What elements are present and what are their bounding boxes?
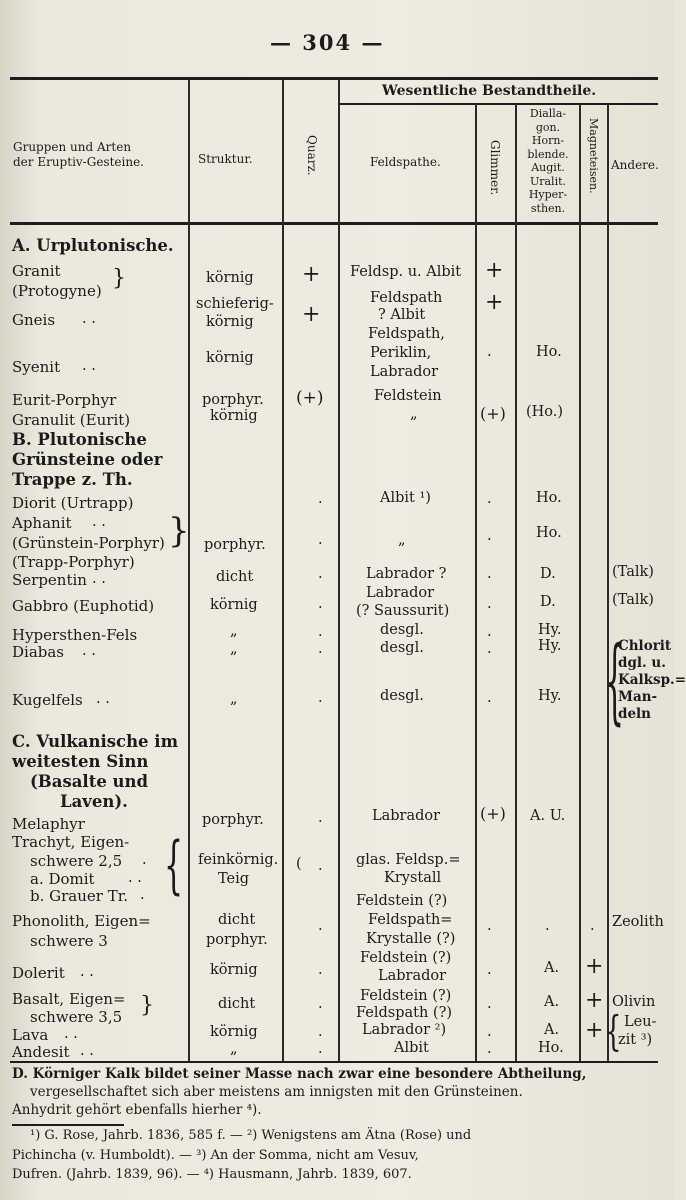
row-aphanit-name1: Aphanit (12, 514, 72, 532)
row-trachyt-struktur1: feinkörnig. (198, 852, 279, 868)
row-basalt-dia: A. (544, 994, 560, 1010)
row-basalt-struktur: dicht (218, 996, 256, 1012)
row-melaphyr-name: Melaphyr (12, 815, 85, 833)
row-serpentin-feld: Labrador ? (366, 566, 447, 582)
row-aphanit-name3: (Trapp-Porphyr) (12, 553, 135, 571)
row-basalt-feld1: Feldstein (?) (360, 988, 452, 1004)
row-lava-mag: + (585, 1018, 604, 1043)
row-melaphyr-dia: A. U. (530, 808, 566, 824)
row-gneis-struktur2: körnig (206, 314, 254, 330)
row-diorit-name: Diorit (Urtrapp) (12, 494, 134, 512)
row-dolerit-dot: . (318, 962, 323, 978)
row-hypersthen-struktur: „ (230, 623, 238, 639)
row-basalt-name2: schwere 3,5 (30, 1008, 123, 1026)
row-gneis-feld2: ? Albit (378, 307, 426, 323)
row-lava-feld: Labrador ²) (362, 1022, 447, 1038)
row-syenit-dots: . . (82, 358, 96, 374)
paragraph-d-line1: D. Körniger Kalk bildet seiner Masse nach zwar eine besondere Abtheilung, (12, 1066, 587, 1082)
row-dolerit-struktur: körnig (210, 962, 258, 978)
row-syenit-feld2: Periklin, (370, 345, 432, 361)
row-kugelfels-dot-g: . (487, 690, 492, 706)
header-magneteisen: Magneteisen. (587, 118, 600, 194)
row-aphanit-dia: Ho. (536, 525, 562, 541)
header-wesentliche: Wesentliche Bestandtheile. (382, 83, 597, 99)
row-basalt-name1: Basalt, Eigen= (12, 990, 126, 1008)
row-diabas-dot-g: . (487, 641, 492, 657)
header-glimmer: Glimmer. (488, 140, 502, 196)
row-hypersthen-dot-g: . (487, 624, 492, 640)
row-hypersthen-dia: Hy. (538, 622, 562, 638)
row-serpentin-struktur: dicht (216, 569, 254, 585)
row-granit-glimmer: + (485, 258, 504, 283)
row-serpentin-dia: D. (540, 566, 556, 582)
row-syenit-name: Syenit (12, 358, 61, 376)
row-dolerit-feld1: Feldstein (?) (360, 950, 452, 966)
col-rule-4 (475, 104, 477, 1061)
row-trachyt-name3: a. Domit (30, 870, 95, 888)
row-trachyt-struktur2: Teig (218, 871, 250, 887)
row-hypersthen-name: Hypersthen-Fels (12, 626, 138, 644)
row-dolerit-name: Dolerit (12, 964, 65, 982)
row-trachyt-feld2: Krystall (384, 870, 442, 886)
row-granulit-glimmer: (+) (480, 404, 506, 423)
row-granulit-feld: „ (410, 406, 418, 422)
row-trachyt-dot4: . (140, 887, 145, 903)
row-granulit-dia: (Ho.) (526, 404, 564, 420)
row-andesit-dia: Ho. (538, 1040, 564, 1056)
row-phonolith-struktur2: porphyr. (206, 932, 268, 948)
row-eurit-quarz: (+) (296, 388, 324, 408)
row-hypersthen-dot: . (318, 624, 323, 640)
brace-trachyt: { (164, 829, 184, 904)
row-diabas-struktur: „ (230, 641, 238, 657)
row-serpentin-dot-g: . (487, 566, 492, 582)
row-andesit-feld: Albit (394, 1040, 429, 1056)
col-rule-7 (607, 104, 609, 1061)
header-bottom-rule (10, 222, 658, 225)
col-rule-1 (188, 80, 190, 1061)
header-dialla: Dialla- gon. Horn- blende. Augit. Uralit. Hyper- sthen. (527, 107, 569, 215)
row-granit-name: Granit (12, 262, 61, 280)
row-gabbro-feld1: Labrador (366, 585, 435, 601)
row-granulit-struktur: körnig (210, 408, 258, 424)
row-lava-struktur: körnig (210, 1024, 258, 1040)
row-gabbro-andere: (Talk) (612, 592, 654, 608)
row-lava-andere2: zit ³) (618, 1032, 653, 1048)
row-gneis-glimmer: + (485, 290, 504, 315)
row-dolerit-feld2: Labrador (378, 968, 447, 984)
row-lava-dot: . (318, 1024, 323, 1040)
row-diorit-dot-g: . (487, 491, 492, 507)
row-eurit-name: Eurit-Porphyr (12, 391, 117, 409)
row-aphanit-dot-g: . (487, 528, 492, 544)
row-diabas-dots: . . (82, 643, 96, 659)
row-dolerit-dot-g: . (487, 962, 492, 978)
row-diabas-feld: desgl. (380, 640, 424, 656)
header-quarz: Quarz. (305, 135, 319, 176)
row-phonolith-dot-g: . (487, 918, 492, 934)
row-basalt-andere: Olivin (612, 994, 656, 1010)
row-andesit-name: Andesit (12, 1043, 70, 1061)
row-diorit-dia: Ho. (536, 490, 562, 506)
row-kugelfels-dots: . . (96, 691, 110, 707)
row-andesit-dots: . . (80, 1043, 94, 1059)
row-gneis-quarz: + (302, 302, 321, 327)
row-syenit-feld3: Labrador (370, 364, 439, 380)
row-aphanit-dots: . . (92, 514, 106, 530)
row-syenit-feld1: Feldspath, (368, 326, 445, 342)
row-granit-struktur: körnig (206, 270, 254, 286)
paragraph-d-line2: vergesellschaftet sich aber meistens am innigsten mit den Grünsteinen. (30, 1084, 523, 1100)
row-phonolith-dot-m: . (590, 918, 595, 934)
row-lava-andere1: Leu- (624, 1014, 657, 1030)
wesentliche-underline (340, 103, 658, 105)
row-eurit-feld: Feldstein (374, 388, 442, 404)
row-syenit-struktur: körnig (206, 350, 254, 366)
row-basalt-mag: + (585, 988, 604, 1013)
row-gneis-struktur1: schieferig- (196, 296, 274, 312)
row-gabbro-name: Gabbro (Euphotid) (12, 597, 155, 615)
row-andesit-dot-g: . (487, 1041, 492, 1057)
footnote-rule (12, 1124, 124, 1126)
row-gneis-dots: . . (82, 311, 96, 327)
row-diabas-dia: Hy. (538, 638, 562, 654)
row-eurit-struktur: porphyr. (202, 392, 264, 408)
row-gabbro-dot: . (318, 596, 323, 612)
footnote-line2: Pichincha (v. Humboldt). — ³) An der Somma, nicht am Vesuv, (12, 1148, 419, 1163)
row-melaphyr-dot: . (318, 810, 323, 826)
row-phonolith-feld2: Feldspath= (368, 912, 453, 928)
row-aphanit-name2: (Grünstein-Porphyr) (12, 534, 165, 552)
section-a: A. Urplutonische. (12, 236, 174, 255)
row-andesit-dot: . (318, 1041, 323, 1057)
row-lava-dia: A. (544, 1022, 560, 1038)
col-rule-2 (282, 80, 284, 1061)
row-phonolith-feld3: Krystalle (?) (366, 931, 456, 947)
row-dolerit-dots: . . (80, 964, 94, 980)
row-aphanit-dot: . (318, 532, 323, 548)
header-andere: Andere. (611, 158, 659, 172)
page-number: — 304 — (270, 30, 385, 55)
section-c: C. Vulkanische im weitesten Sinn (Basalte und Laven). (12, 732, 179, 811)
row-serpentin-dot: . (318, 566, 323, 582)
row-phonolith-dot: . (318, 918, 323, 934)
row-granulit-name: Granulit (Eurit) (12, 411, 131, 429)
row-trachyt-paren: ( (296, 856, 302, 872)
row-kugelfels-name: Kugelfels (12, 691, 83, 709)
row-melaphyr-glimmer: (+) (480, 804, 506, 823)
row-gneis-feld1: Feldspath (370, 290, 443, 306)
row-diorit-feld: Albit ¹) (380, 490, 431, 506)
row-basalt-dot: . (318, 996, 323, 1012)
row-phonolith-andere: Zeolith (612, 914, 664, 930)
row-serpentin-name: Serpentin (12, 571, 87, 589)
row-phonolith-name2: schwere 3 (30, 932, 108, 950)
brace-basalt: } (140, 993, 154, 1018)
row-kugelfels-dot: . (318, 690, 323, 706)
row-basalt-feld2: Feldspath (?) (356, 1005, 452, 1021)
row-andere-chlorit: Chlorit dgl. u. Kalksp.= Man- deln (618, 638, 686, 722)
row-granit-quarz: + (302, 262, 321, 287)
row-syenit-dia: Ho. (536, 344, 562, 360)
row-serpentin-andere: (Talk) (612, 564, 654, 580)
row-phonolith-name1: Phonolith, Eigen= (12, 912, 151, 930)
row-trachyt-name2: schwere 2,5 (30, 852, 123, 870)
row-gneis-name: Gneis (12, 311, 56, 329)
row-trachyt-feld1: glas. Feldsp.= (356, 852, 461, 868)
col-rule-3 (338, 80, 340, 1061)
row-dolerit-dia: A. (544, 960, 560, 976)
row-gabbro-struktur: körnig (210, 597, 258, 613)
brace-chlorit: { (605, 628, 625, 738)
header-feldspathe: Feldspathe. (370, 155, 441, 169)
section-b: B. Plutonische Grünsteine oder Trappe z. Th. (12, 430, 163, 489)
brace-aphanit: } (168, 511, 190, 551)
footnote-line1: ¹) G. Rose, Jahrb. 1836, 585 f. — ²) Wenigstens am Ätna (Rose) und (30, 1128, 472, 1143)
row-diorit-dot: . (318, 491, 323, 507)
col-rule-6 (579, 104, 581, 1061)
row-kugelfels-struktur: „ (230, 691, 238, 707)
row-kugelfels-dia: Hy. (538, 688, 562, 704)
row-melaphyr-feld: Labrador (372, 808, 441, 824)
header-struktur: Struktur. (198, 152, 253, 166)
row-andesit-struktur: „ (230, 1041, 238, 1057)
row-trachyt-name4: b. Grauer Tr. (30, 887, 129, 905)
paragraph-anhydrit: Anhydrit gehört ebenfalls hierher ⁴). (12, 1102, 262, 1118)
header-groups: Gruppen und Arten der Eruptiv-Gesteine. (13, 140, 144, 169)
table-bottom-rule (10, 1061, 658, 1063)
row-trachyt-dots3: . . (128, 870, 142, 886)
row-trachyt-name1: Trachyt, Eigen- (12, 833, 130, 851)
row-trachyt-dot2: . (142, 852, 147, 868)
col-rule-5 (515, 104, 517, 1061)
row-phonolith-struktur1: dicht (218, 912, 256, 928)
row-granit-sub: (Protogyne) (12, 282, 102, 300)
row-lava-name: Lava (12, 1026, 49, 1044)
row-gabbro-dot-g: . (487, 596, 492, 612)
row-aphanit-feld: „ (398, 532, 406, 548)
row-syenit-dots-g: . (487, 344, 492, 360)
footnote-line3: Dufren. (Jahrb. 1839, 96). — ⁴) Hausmann, Jahrb. 1839, 607. (12, 1167, 412, 1182)
brace-granit: } (112, 266, 126, 291)
row-trachyt-dot: . (318, 858, 323, 874)
row-lava-dots: . . (64, 1026, 78, 1042)
row-diabas-name: Diabas (12, 643, 65, 661)
row-hypersthen-feld: desgl. (380, 622, 424, 638)
row-lava-dot-g: . (487, 1024, 492, 1040)
row-aphanit-struktur: porphyr. (204, 537, 266, 553)
row-granit-feld: Feldsp. u. Albit (350, 264, 462, 280)
row-gabbro-feld2: (? Saussurit) (356, 603, 450, 619)
row-melaphyr-struktur: porphyr. (202, 812, 264, 828)
row-serpentin-dots: . . (92, 571, 106, 587)
row-dolerit-mag: + (585, 954, 604, 979)
brace-lava: { (605, 1008, 622, 1057)
row-phonolith-feld1: Feldstein (?) (356, 893, 448, 909)
row-kugelfels-feld: desgl. (380, 688, 424, 704)
row-phonolith-dot-d: . (545, 918, 550, 934)
row-basalt-dot-g: . (487, 996, 492, 1012)
table-top-rule (10, 77, 658, 80)
row-diabas-dot: . (318, 641, 323, 657)
row-gabbro-dia: D. (540, 594, 556, 610)
